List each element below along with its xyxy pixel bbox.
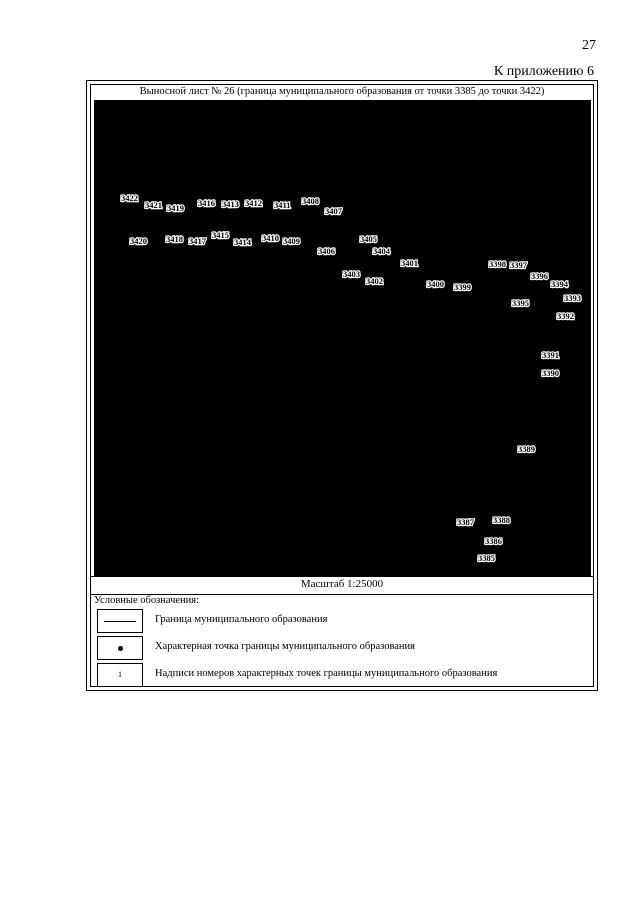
legend-symbol-box [97, 663, 143, 687]
legend-item-boundary [97, 609, 587, 633]
point-label-3396: 3396 [531, 271, 548, 281]
legend-item-label [97, 663, 587, 687]
point-label-3406: 3406 [318, 246, 335, 256]
point-label-3421: 3421 [145, 200, 162, 210]
point-label-3408: 3408 [302, 196, 319, 206]
map-title: Выносной лист № 26 (граница муниципального образования от точки 3385 до точки 3422) [139, 86, 545, 97]
point-label-3409: 3409 [283, 236, 300, 246]
point-label-3422: 3422 [121, 193, 138, 203]
point-label-3392: 3392 [557, 311, 574, 321]
point-label-3400: 3400 [427, 279, 444, 289]
point-label-3402: 3402 [366, 276, 383, 286]
point-label-3390: 3390 [542, 368, 559, 378]
point-label-3397: 3397 [510, 260, 527, 270]
map-canvas [94, 100, 591, 576]
point-label-3393: 3393 [564, 293, 581, 303]
legend-symbol-box [97, 636, 143, 660]
point-label-3416: 3416 [198, 198, 215, 208]
point-label-3387: 3387 [457, 517, 474, 527]
point-label-3411: 3411 [274, 200, 291, 210]
point-label-3410: 3410 [262, 233, 279, 243]
point-label-3415: 3415 [212, 230, 229, 240]
point-label-3418: 3418 [166, 234, 183, 244]
boundary-line-symbol [104, 621, 136, 622]
legend-title: Условные обозначения: [94, 595, 200, 606]
legend-item-text: Надписи номеров характерных точек границы муниципального образования [155, 668, 498, 679]
point-label-3412: 3412 [245, 198, 262, 208]
boundary-point-symbol [118, 646, 123, 651]
point-label-3398: 3398 [489, 259, 506, 269]
point-label-3399: 3399 [454, 282, 471, 292]
legend-symbol-box [97, 609, 143, 633]
appendix-reference: К приложению 6 [493, 64, 594, 79]
point-label-3386: 3386 [485, 536, 502, 546]
map-sheet [86, 80, 598, 691]
page-number: 27 [582, 38, 596, 53]
point-label-3388: 3388 [493, 515, 510, 525]
point-label-3419: 3419 [167, 203, 184, 213]
point-label-3394: 3394 [551, 279, 568, 289]
point-label-3404: 3404 [373, 246, 390, 256]
point-label-3420: 3420 [130, 236, 147, 246]
legend-item-text: Граница муниципального образования [155, 614, 328, 625]
legend-item-point [97, 636, 587, 660]
point-label-3403: 3403 [343, 269, 360, 279]
point-label-3401: 3401 [401, 258, 418, 268]
point-label-layer [121, 193, 581, 563]
point-label-3391: 3391 [542, 350, 559, 360]
point-label-3407: 3407 [325, 206, 342, 216]
point-number-symbol: 1 [118, 670, 122, 679]
point-label-3417: 3417 [189, 236, 206, 246]
point-label-3389: 3389 [518, 444, 535, 454]
point-label-3414: 3414 [234, 237, 251, 247]
point-label-3395: 3395 [512, 298, 529, 308]
point-label-3405: 3405 [360, 234, 377, 244]
map-sheet-inner [90, 84, 594, 687]
point-label-3413: 3413 [222, 199, 239, 209]
point-label-3385: 3385 [478, 553, 495, 563]
scale-bar [91, 576, 593, 595]
legend-item-text: Характерная точка границы муниципального образования [155, 641, 415, 652]
map-frame [94, 100, 591, 576]
scale-label: Масштаб 1:25000 [300, 578, 384, 590]
